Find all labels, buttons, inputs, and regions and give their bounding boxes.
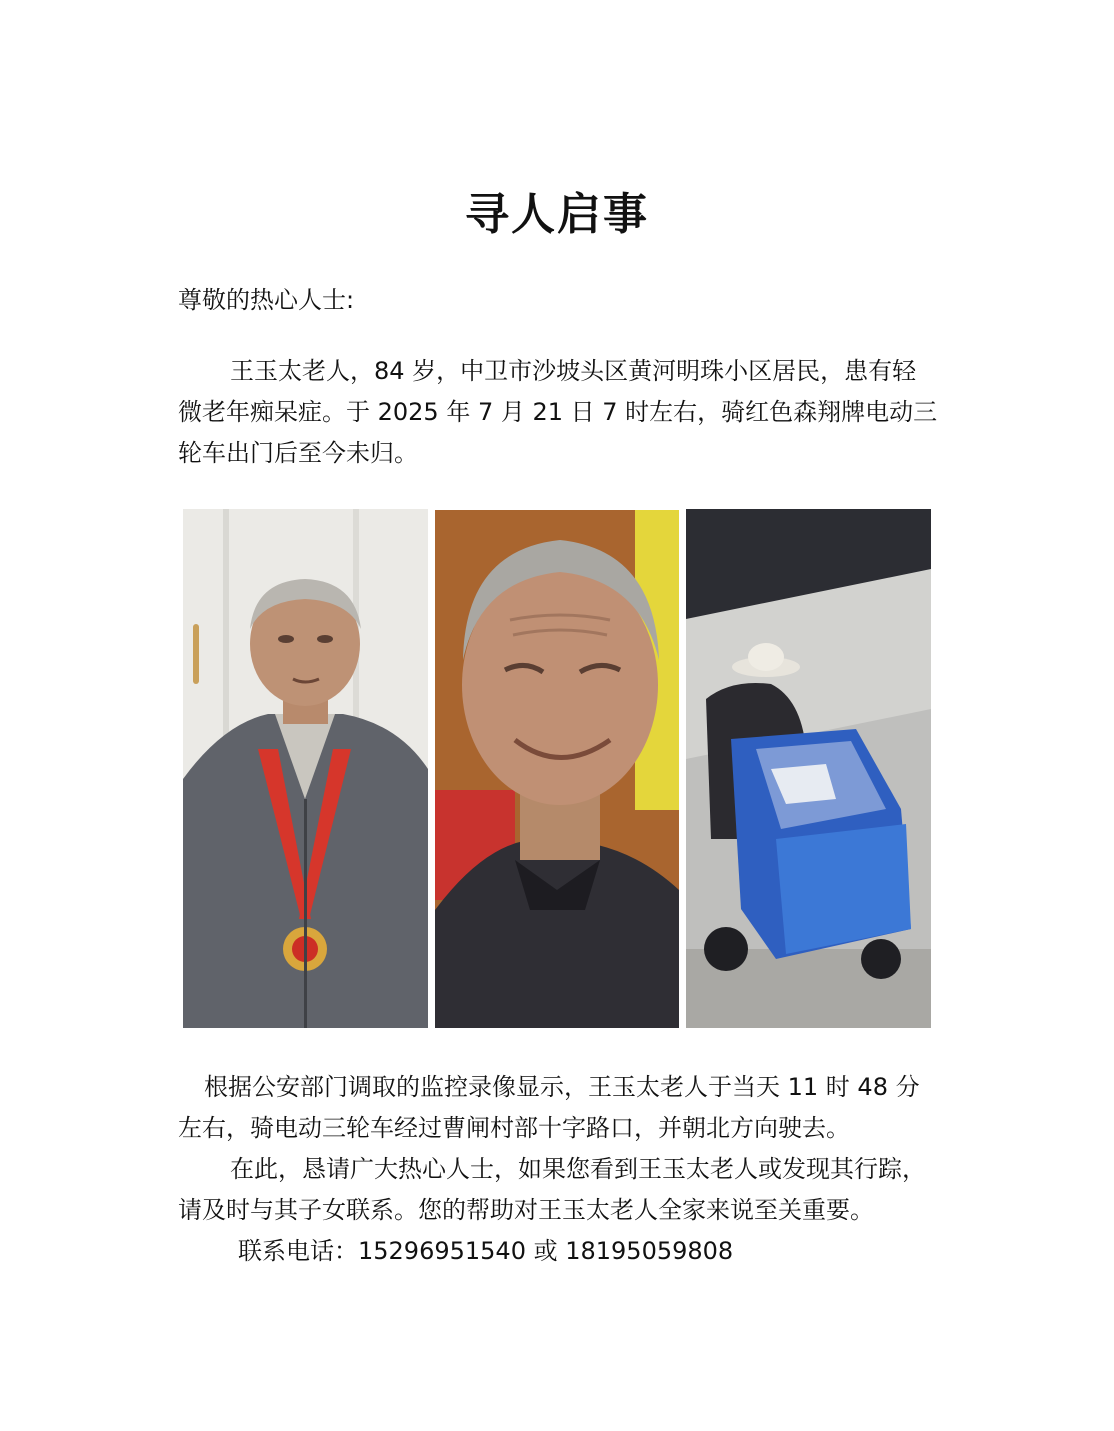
closeup-face-photo: [435, 510, 679, 1028]
greeting: 尊敬的热心人士:: [178, 286, 355, 314]
contact-phone: 联系电话：15296951540 或 18195059808: [238, 1237, 734, 1265]
surveillance-paragraph: 根据公安部门调取的监控录像显示，王玉太老人于当天 11 时 48 分左右，骑电动三轮车经过曹闸村部十字路口，并朝北方向驶去。: [178, 1073, 920, 1142]
photo-strip: [183, 509, 931, 1028]
notice-title: 寻人启事: [465, 189, 649, 240]
appeal-text: 在此，恳请广大热心人士，如果您看到王玉太老人或发现其行踪，请及时与其子女联系。您的帮助对王玉太老人全家来说至关重要。: [178, 1155, 926, 1224]
surveillance-photo-tricycle: [686, 509, 931, 1028]
description-paragraph: 王玉太老人，84 岁，中卫市沙坡头区黄河明珠小区居民，患有轻微老年痴呆症。于 2025 年 7 月 21 日 7 时左右，骑红色森翔牌电动三轮车出门后至今未归。: [178, 357, 938, 467]
appeal-paragraph: [178, 1149, 940, 1272]
portrait-photo-with-medal: [183, 509, 428, 1028]
